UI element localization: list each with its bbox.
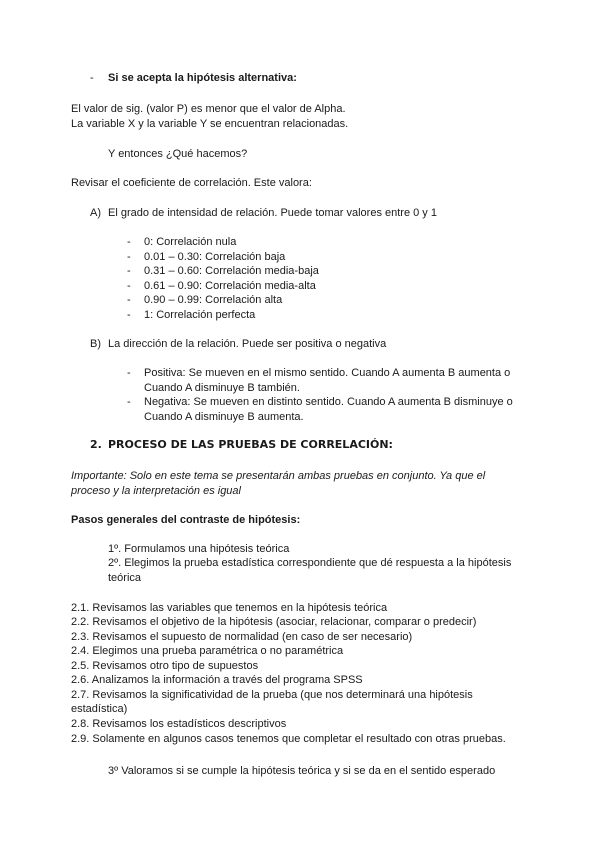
list-item: 1: Correlación perfecta — [144, 309, 256, 321]
question-line: Y entonces ¿Qué hacemos? — [108, 148, 248, 160]
step-2-line-2: teórica — [108, 572, 142, 584]
paragraph-variables: La variable X y la variable Y se encuentran relacionadas. — [71, 118, 349, 130]
substep: 2.4. Elegimos una prueba paramétrica o no paramétrica — [71, 645, 344, 657]
step-1: 1º. Formulamos una hipótesis teórica — [108, 543, 290, 555]
substep: 2.8. Revisamos los estadísticos descriptivos — [71, 718, 287, 730]
bullet-marker: - — [90, 72, 94, 84]
item-b-text: La dirección de la relación. Puede ser positiva o negativa — [108, 338, 387, 350]
substep: 2.9. Solamente en algunos casos tenemos que completar el resultado con otras pruebas. — [71, 733, 506, 745]
list-item: 0.31 – 0.60: Correlación media-baja — [144, 265, 319, 277]
positiva-line-2: Cuando A disminuye B también. — [144, 382, 300, 394]
positiva-line-1: Positiva: Se mueven en el mismo sentido. Cuando A aumenta B aumenta o — [144, 367, 511, 379]
important-line-1: Importante: Solo en este tema se presentarán ambas pruebas en conjunto. Ya que el — [71, 470, 486, 482]
step-2-line-1: 2º. Elegimos la prueba estadística correspondiente que dé respuesta a la hipótesis — [108, 557, 512, 569]
paragraph-pvalue: El valor de sig. (valor P) es menor que el valor de Alpha. — [71, 103, 346, 115]
sub-bullet: - — [127, 251, 131, 263]
substep: 2.2. Revisamos el objetivo de la hipótesis (asociar, relacionar, comparar o predecir) — [71, 616, 477, 628]
list-item: 0.90 – 0.99: Correlación alta — [144, 294, 283, 306]
list-item: 0.01 – 0.30: Correlación baja — [144, 251, 286, 263]
sub-bullet: - — [127, 396, 131, 408]
negativa-line-1: Negativa: Se mueven en distinto sentido. Cuando A aumenta B disminuye o — [144, 396, 513, 408]
substep: 2.5. Revisamos otro tipo de supuestos — [71, 660, 259, 672]
steps-heading: Pasos generales del contraste de hipótesis: — [71, 514, 301, 526]
negativa-line-2: Cuando A disminuye B aumenta. — [144, 411, 304, 423]
substep: 2.6. Analizamos la información a través del programa SPSS — [71, 674, 363, 686]
list-item: 0.61 – 0.90: Correlación media-alta — [144, 280, 316, 292]
important-line-2: proceso y la interpretación es igual — [71, 485, 241, 497]
item-a-marker: A) — [90, 207, 101, 219]
review-line: Revisar el coeficiente de correlación. Este valora: — [71, 177, 312, 189]
item-b-marker: B) — [90, 338, 101, 350]
sub-bullet: - — [127, 280, 131, 292]
substep: 2.1. Revisamos las variables que tenemos en la hipótesis teórica — [71, 602, 388, 614]
section-heading: PROCESO DE LAS PRUEBAS DE CORRELACIÓN: — [108, 438, 393, 451]
substep: 2.3. Revisamos el supuesto de normalidad (en caso de ser necesario) — [71, 631, 413, 643]
sub-bullet: - — [127, 265, 131, 277]
sub-bullet: - — [127, 236, 131, 248]
substep: 2.7. Revisamos la significatividad de la prueba (que nos determinará una hipótesis — [71, 689, 473, 701]
substep: estadística) — [71, 703, 128, 715]
sub-bullet: - — [127, 367, 131, 379]
list-item: 0: Correlación nula — [144, 236, 237, 248]
item-a-text: El grado de intensidad de relación. Puede tomar valores entre 0 y 1 — [108, 207, 437, 219]
sub-bullet: - — [127, 294, 131, 306]
hypothesis-heading: Si se acepta la hipótesis alternativa: — [108, 72, 297, 84]
sub-bullet: - — [127, 309, 131, 321]
section-number: 2. — [90, 438, 102, 451]
step-3: 3º Valoramos si se cumple la hipótesis teórica y si se da en el sentido esperado — [108, 765, 496, 777]
